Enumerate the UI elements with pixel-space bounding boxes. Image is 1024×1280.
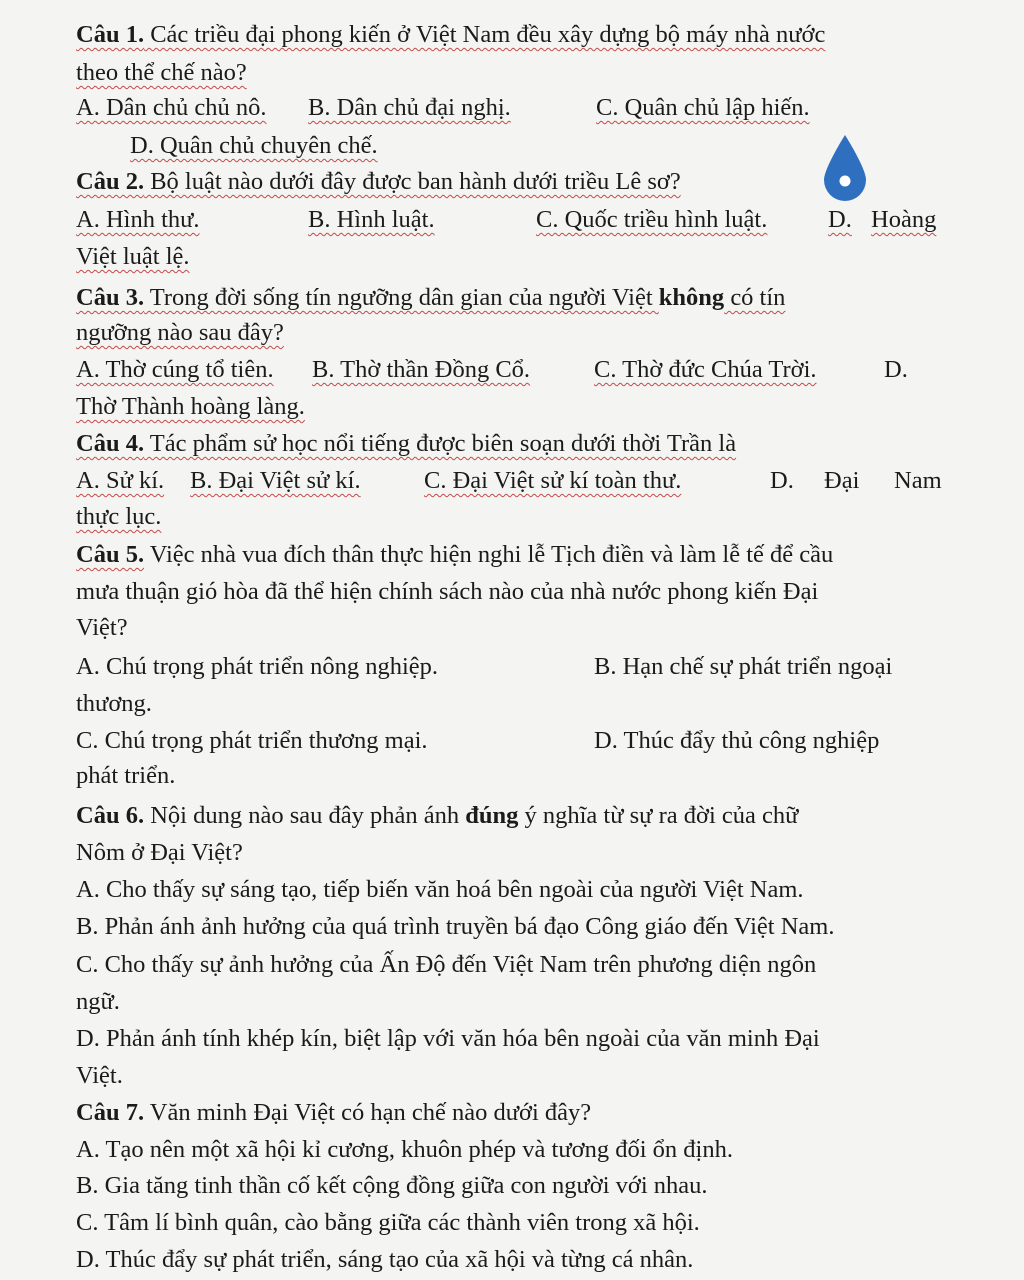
q5-option-c: C. Chú trọng phát triển thương mại. bbox=[76, 727, 428, 754]
q4-option-a: A. Sử kí. bbox=[76, 467, 165, 494]
question-1-label: Câu 1. bbox=[76, 21, 145, 48]
q3-option-b: B. Thờ thần Đồng Cổ. bbox=[312, 356, 531, 383]
question-2-line-1 bbox=[76, 167, 681, 199]
question-6-keyword: đúng bbox=[465, 802, 519, 829]
question-6-text-1: Nội dung nào sau đây phản ánh bbox=[144, 802, 466, 829]
question-7-text: Văn minh Đại Việt có hạn chế nào dưới đây? bbox=[144, 1099, 592, 1126]
q1-option-b: B. Dân chủ đại nghị. bbox=[308, 94, 511, 121]
q5-option-b-continued: thương. bbox=[76, 690, 152, 717]
question-6-line-1 bbox=[76, 801, 798, 833]
question-4-options-row bbox=[76, 466, 948, 498]
question-7-label: Câu 7. bbox=[76, 1099, 145, 1126]
q6-option-a: A. Cho thấy sự sáng tạo, tiếp biến văn hoá bên ngoài của người Việt Nam. bbox=[76, 876, 804, 903]
q4-option-c: C. Đại Việt sử kí toàn thư. bbox=[424, 467, 682, 494]
question-4-label: Câu 4. bbox=[76, 430, 145, 457]
q4-option-d-word-1: Đại bbox=[824, 467, 860, 494]
question-5-options-row-1 bbox=[76, 652, 948, 684]
question-1-options-row bbox=[76, 93, 966, 125]
q4-option-b: B. Đại Việt sử kí. bbox=[190, 467, 361, 494]
q6-option-d: D. Phản ánh tính khép kín, biệt lập với văn hóa bên ngoài của văn minh Đại bbox=[76, 1025, 820, 1052]
q5-option-b: B. Hạn chế sự phát triển ngoại bbox=[594, 653, 893, 680]
question-3-text-1: Trong đời sống tín ngưỡng dân gian của người Việt bbox=[144, 284, 659, 311]
q3-option-d-text: Thờ Thành hoàng làng. bbox=[76, 393, 305, 420]
q6-option-d-continued: Việt. bbox=[76, 1062, 123, 1089]
water-drop-icon bbox=[820, 132, 870, 202]
q6-option-c: C. Cho thấy sự ảnh hưởng của Ấn Độ đến Việt Nam trên phương diện ngôn bbox=[76, 951, 817, 978]
question-3-line-1 bbox=[76, 283, 785, 315]
question-5-line-1 bbox=[76, 540, 833, 572]
question-5-line-3: Việt? bbox=[76, 614, 128, 641]
q5-option-a: A. Chú trọng phát triển nông nghiệp. bbox=[76, 653, 439, 680]
q7-option-d: D. Thúc đẩy sự phát triển, sáng tạo của xã hội và từng cá nhân. bbox=[76, 1246, 694, 1273]
q2-option-c: C. Quốc triều hình luật. bbox=[536, 206, 768, 233]
question-5-options-row-2 bbox=[76, 726, 948, 758]
q4-option-d-label: D. bbox=[770, 467, 794, 494]
question-5-label: Câu 5. bbox=[76, 541, 145, 568]
q2-option-d-text: Hoàng bbox=[871, 206, 937, 233]
question-7-line-1 bbox=[76, 1098, 591, 1130]
q4-option-d-word-2: Nam bbox=[894, 467, 942, 494]
question-2-options-row bbox=[76, 205, 948, 237]
question-3-line-2: ngưỡng nào sau đây? bbox=[76, 319, 284, 346]
q7-option-b: B. Gia tăng tinh thần cố kết cộng đồng giữa con người với nhau. bbox=[76, 1172, 708, 1199]
q2-option-d-continued: Việt luật lệ. bbox=[76, 243, 190, 270]
q5-option-d-continued: phát triển. bbox=[76, 762, 176, 789]
q1-option-a: A. Dân chủ chủ nô. bbox=[76, 94, 267, 121]
q3-option-c: C. Thờ đức Chúa Trời. bbox=[594, 356, 817, 383]
question-1-text: Các triều đại phong kiến ở Việt Nam đều xây dựng bộ máy nhà nước bbox=[144, 21, 826, 48]
question-5-line-2: mưa thuận gió hòa đã thể hiện chính sách nào của nhà nước phong kiến Đại bbox=[76, 578, 819, 605]
q3-option-d-label: D. bbox=[884, 356, 908, 383]
q6-option-b: B. Phản ánh ảnh hưởng của quá trình truyền bá đạo Công giáo đến Việt Nam. bbox=[76, 913, 835, 940]
question-5-text-1: Việc nhà vua đích thân thực hiện nghi lễ Tịch điền và làm lễ tế để cầu bbox=[144, 541, 834, 568]
question-1-line-1 bbox=[76, 20, 825, 52]
question-6-text-2: ý nghĩa từ sự ra đời của chữ bbox=[518, 802, 799, 829]
question-3-text-2: có tín bbox=[724, 284, 786, 311]
q2-option-b: B. Hình luật. bbox=[308, 206, 435, 233]
q1-option-d: D. Quân chủ chuyên chế. bbox=[130, 132, 378, 159]
question-2-label: Câu 2. bbox=[76, 168, 145, 195]
question-3-options-row bbox=[76, 355, 948, 387]
q7-option-c: C. Tâm lí bình quân, cào bằng giữa các thành viên trong xã hội. bbox=[76, 1209, 700, 1236]
q1-option-c: C. Quân chủ lập hiến. bbox=[596, 94, 810, 121]
question-4-text: Tác phẩm sử học nổi tiếng được biên soạn dưới thời Trần là bbox=[144, 430, 737, 457]
question-6-label: Câu 6. bbox=[76, 802, 145, 829]
q7-option-a: A. Tạo nên một xã hội kỉ cương, khuôn phép và tương đối ổn định. bbox=[76, 1136, 733, 1163]
q3-option-a: A. Thờ cúng tổ tiên. bbox=[76, 356, 274, 383]
question-6-line-2: Nôm ở Đại Việt? bbox=[76, 839, 243, 866]
question-3-keyword: không bbox=[658, 284, 725, 311]
q4-option-d-continued: thực lục. bbox=[76, 503, 162, 530]
q2-option-d-label: D. bbox=[828, 206, 852, 233]
question-2-text: Bộ luật nào dưới đây được ban hành dưới triều Lê sơ? bbox=[144, 168, 681, 195]
q6-option-c-continued: ngữ. bbox=[76, 988, 120, 1015]
q2-option-a: A. Hình thư. bbox=[76, 206, 200, 233]
question-1-line-2: theo thể chế nào? bbox=[76, 59, 247, 86]
question-4-line-1 bbox=[76, 429, 736, 461]
question-3-label: Câu 3. bbox=[76, 284, 145, 311]
q5-option-d: D. Thúc đẩy thủ công nghiệp bbox=[594, 727, 880, 754]
